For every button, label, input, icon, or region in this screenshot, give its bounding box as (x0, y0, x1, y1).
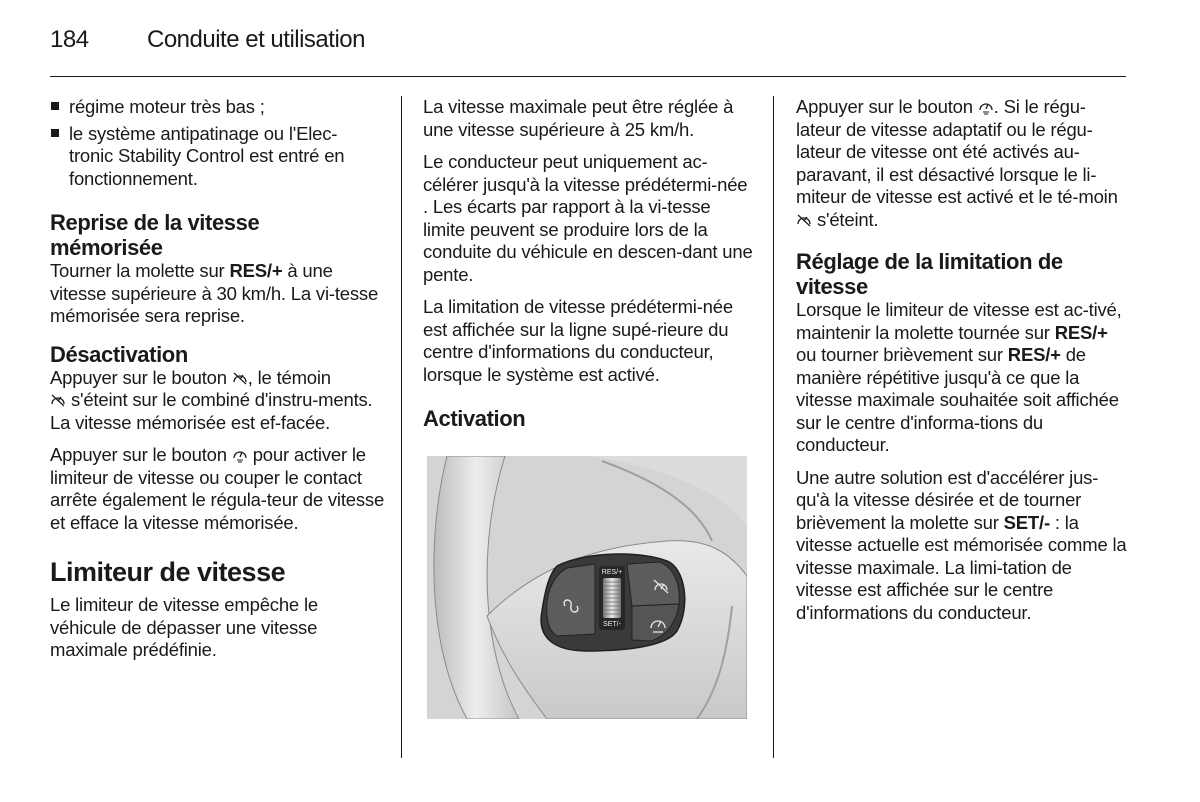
paragraph-reprise: Tourner la molette sur RES/+ à une vitesse supérieure à 30 km/h. La vi-tesse mémorisée sera reprise. (50, 260, 379, 326)
column-2 (423, 96, 753, 431)
heading-reglage: Réglage de la limitation de vitesse (796, 249, 1063, 299)
res-label: RES/+ (601, 569, 623, 576)
list-item: le système antipatinage ou l'Elec- tronic Stability Control est entré en fonctionnement. (50, 123, 385, 191)
heading-desactivation: Désactivation (50, 341, 188, 367)
page-header (50, 26, 1126, 77)
column-divider (773, 96, 774, 758)
cruise-control-off-icon (50, 392, 66, 408)
paragraph-desactivation-2: Appuyer sur le bouton pour activer le limiteur de vitesse ou couper le contact arrête également le régula-teur de vitesse et efface la vitesse mémorisée. (50, 444, 385, 533)
bullet-square-icon (51, 102, 59, 110)
column-divider (401, 96, 402, 758)
column-3 (796, 96, 1128, 634)
speed-limiter-icon (978, 99, 994, 115)
paragraph-affichage: La limitation de vitesse prédétermi-née est affichée sur la ligne supé-rieure du centre d'informations du conducteur, lorsque le système est activé. (423, 296, 733, 385)
cruise-control-off-icon (232, 370, 248, 386)
chapter-title: Conduite et utilisation (147, 26, 365, 53)
heading-activation: Activation (423, 406, 526, 431)
heading-reprise: Reprise de la vitesse mémorisée (50, 210, 260, 260)
paragraph-vitesse-max: La vitesse maximale peut être réglée à une vitesse supérieure à 25 km/h. (423, 96, 734, 140)
paragraph-autre-solution: Une autre solution est d'accélérer jus-qu'à la vitesse désirée et de tourner brièvement la molette sur SET/- : la vitesse actuelle est mémorisée comme la vitesse maximale. La limi-tation de vitesse est affichée sur le centre d'informations du conducteur. (796, 466, 1127, 623)
paragraph-limiteur: Le limiteur de vitesse empêche le véhicule de dépasser une vitesse maximale prédéfinie. (50, 594, 318, 660)
speed-limiter-icon (232, 447, 248, 463)
cruise-control-off-icon (796, 212, 812, 228)
paragraph-activation-limiteur: Appuyer sur le bouton . Si le régu-lateur de vitesse adaptatif ou le régu-lateur de vitesse ont été activés au-paravant, il est désactivé lorsque le li-miteur de vitesse est activé et le té-moin s'éteint. (796, 96, 1118, 230)
bullet-square-icon (51, 129, 59, 137)
set-label: SET/- (603, 621, 621, 628)
paragraph-reglage: Lorsque le limiteur de vitesse est ac-tivé, maintenir la molette tournée sur RES/+ ou tourner brièvement sur RES/+ de manière répétitive jusqu'à ce que la vitesse maximale souhaitée soit affichée sur le centre d'informa-tions du conducteur. (796, 299, 1122, 455)
paragraph-desactivation-1: Appuyer sur le bouton , le témoin s'éteint sur le combiné d'instru-ments. La vitesse mémorisée est ef-facée. (50, 366, 373, 433)
list-item: régime moteur très bas ; (50, 96, 385, 119)
column-1 (50, 96, 385, 672)
page-number: 184 (50, 26, 89, 53)
paragraph-acceleration: Le conducteur peut uniquement ac-célérer jusqu'à la vitesse prédétermi-née . Les écarts par rapport à la vi-tesse limite peuvent se produire lors de la conduite du véhicule en descen-dant une pente. (423, 151, 753, 285)
steering-wheel-controls-illustration (427, 456, 747, 719)
heading-limiteur: Limiteur de vitesse (50, 557, 286, 587)
